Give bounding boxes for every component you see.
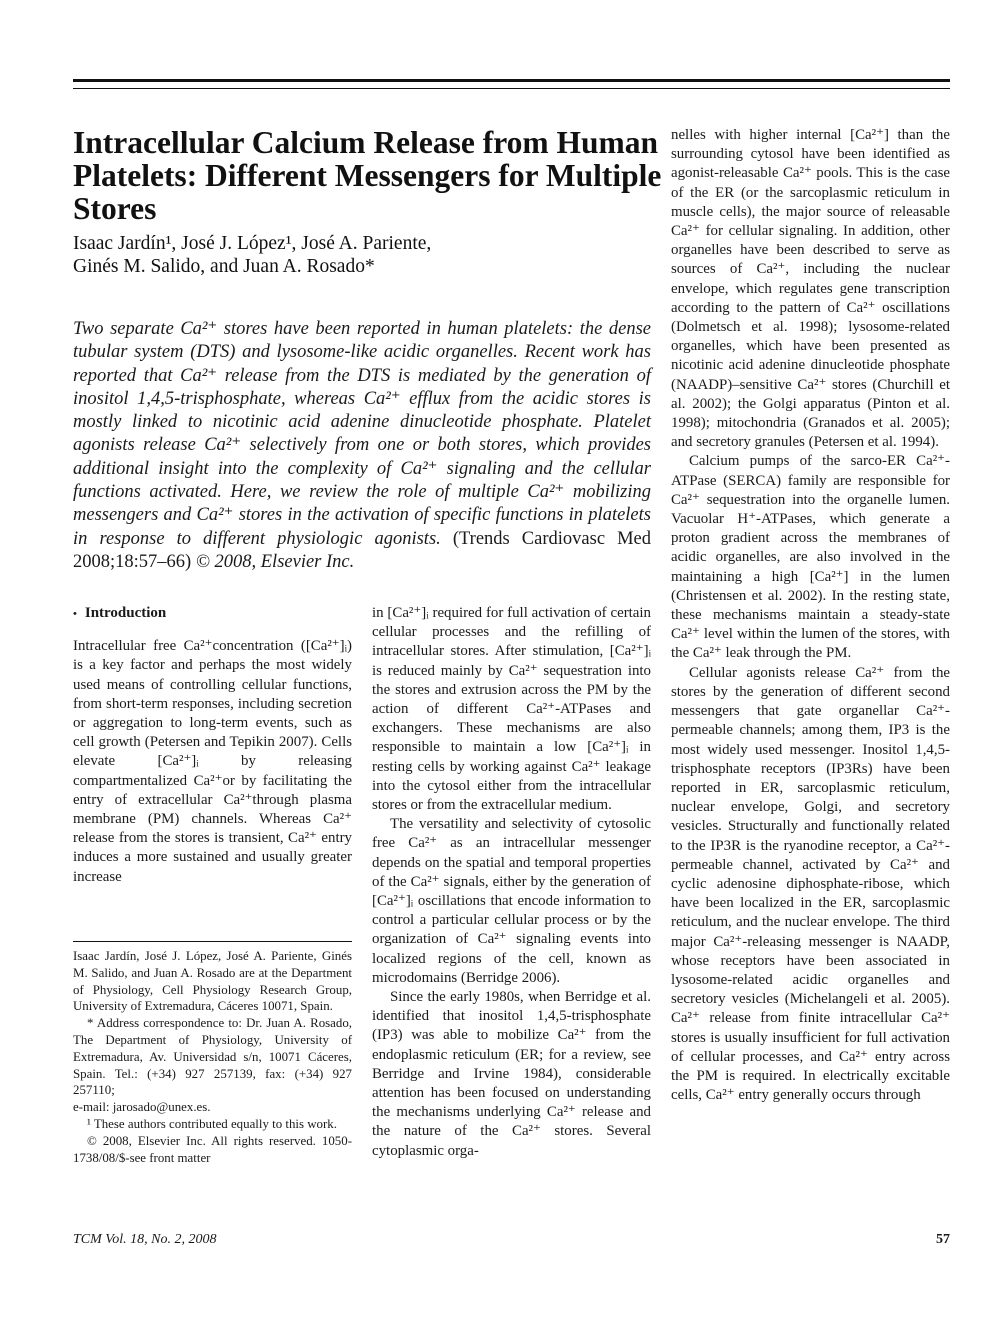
page-number: 57 xyxy=(936,1232,950,1247)
column-1 xyxy=(73,604,352,887)
header-rule-thin xyxy=(73,88,950,89)
equal-contribution-note: ¹ These authors contributed equally to this work. xyxy=(87,1116,337,1131)
author-line-2: Ginés M. Salido, and Juan A. Rosado* xyxy=(73,256,375,277)
journal-citation: (Trends Cardiovasc Med 2008;18:57–66) xyxy=(73,528,652,572)
paragraph: Calcium pumps of the sarco-ER Ca²⁺-ATPase (SERCA) family are responsible for Ca²⁺ sequestration into the organelle lumen. Vacuolar H⁺-ATPases, which generate a proton gradient across the membranes of acidic organelles, are also involved in the maintaining a high [Ca²⁺] in the lumen (Christensen et al. 2002). In the resting state, these mechanisms maintain a steady-state Ca²⁺ level within the lumen of the stores, with the Ca²⁺ leak through the PM. xyxy=(671,453,950,662)
article-title: Intracellular Calcium Release from Human Platelets: Different Messengers for Multiple Stores xyxy=(73,125,662,226)
paragraph: nelles with higher internal [Ca²⁺] than the surrounding cytosol have been identified as agonist-releasable Ca²⁺ pools. This is the case of the ER (or the sarcoplasmic reticulum in muscle cells), the major source of releasable Ca²⁺ for cellular signaling. In addition, other organelles have been described to serve as sources of Ca²⁺, including the nuclear envelope, which regulates gene transcription according to the pattern of Ca²⁺ oscillations (Dolmetsch et al. 1998); lysosome-related organelles, which have been presented as nicotinic acid adenine dinucleotide phosphate (NAADP)–sensitive Ca²⁺ stores (Churchill et al. 2002); the Golgi apparatus (Pinton et al. 1998); mitochondria (Granados et al. 2005); and secretory granules (Petersen et al. 1994). xyxy=(671,127,950,451)
footnotes xyxy=(73,948,352,1166)
author-line-1: Isaac Jardín¹, José J. López¹, José A. Pariente, xyxy=(73,233,432,254)
paragraph: Cellular agonists release Ca²⁺ from the stores by the generation of different second messengers that gate organellar Ca²⁺-permeable channels; among them, IP3 is the most widely used messenger. Inositol 1,4,5-trisphosphate receptors (IP3Rs) have been reported in ER, sarcoplasmic reticulum, nuclear envelope, Golgi, and secretory vesicles. Structurally and functionally related to the IP3R is the ryanodine receptor, a Ca²⁺-permeable channel, activated by Ca²⁺ and cyclic adenosine diphosphate-ribose, which have been localized in the ER, sarcoplasmic reticulum, and the nuclear envelope. The third major Ca²⁺-releasing messenger is NAADP, whose receptors have been associated in lysosome-related acidic organelles and secretory vesicles (Michelangeli et al. 2005). Ca²⁺ release from finite intracellular Ca²⁺ stores is usually insufficient for full activation of cellular processes, and Ca²⁺ entry across the PM is required. In electrically excitable cells, Ca²⁺ entry generally occurs through xyxy=(671,664,950,1104)
paragraph: in [Ca²⁺]ᵢ required for full activation of certain cellular processes and the refilling of intracellular stores. After stimulation, [Ca²⁺]ᵢ is reduced mainly by Ca²⁺ sequestration into the stores and extrusion across the PM by the action of different Ca²⁺-ATPases and exchangers. These mechanisms are also responsible to maintain a low [Ca²⁺]ᵢ in resting cells by working against Ca²⁺ leakage into the cytosol either from the intracellular stores or from the extracellular medium. xyxy=(372,605,651,814)
bullet-icon: • xyxy=(73,608,77,620)
abstract-text: Two separate Ca²⁺ stores have been reported in human platelets: the dense tubular system (DTS) and lysosome-like acidic organelles. Recent work has reported that Ca²⁺ release from the DTS is mediated by the generation of inositol 1,4,5-trisphosphate, whereas Ca²⁺ efflux from the acidic stores is mostly linked to nicotinic acid adenine dinucleotide phosphate. Platelet agonists release Ca²⁺ selectively from one or both stores, which provides additional insight into the complexity of Ca²⁺ signaling and the cellular functions activated. Here, we review the role of multiple Ca²⁺ mobilizing messengers and Ca²⁺ stores in the activation of specific functions in platelets in response to different physiologic agonists. xyxy=(73,319,651,549)
abstract xyxy=(73,318,651,574)
paragraph: The versatility and selectivity of cytosolic free Ca²⁺ as an intracellular messenger depends on the spatial and temporal properties of the Ca²⁺ signals, either by the generation of [Ca²⁺]ᵢ oscillations that encode information to control a particular cellular process or by the organization of Ca²⁺ signaling events into localized regions of the cell, known as microdomains (Berridge 2006). xyxy=(372,816,651,986)
author-list xyxy=(73,232,663,278)
email-note: e-mail: jarosado@unex.es. xyxy=(73,1100,211,1115)
paragraph: Since the early 1980s, when Berridge et al. identified that inositol 1,4,5-trisphosphate (IP3) was able to mobilize Ca²⁺ from the endoplasmic reticulum (ER; for a review, see Berridge and Irvine 1984), considerable attention has been focused on understanding the mechanisms underlying Ca²⁺ release and the nature of the Ca²⁺ stores. Several cytoplasmic orga- xyxy=(372,989,651,1159)
journal-footer: TCM Vol. 18, No. 2, 2008 xyxy=(73,1232,217,1247)
column-3 xyxy=(671,126,950,1105)
column-2 xyxy=(372,604,651,1161)
paragraph: Intracellular free Ca²⁺concentration ([Ca²⁺]ᵢ) is a key factor and perhaps the most widely used means of controlling cellular functions, from short-term responses, including secretion or aggregation to long-term events, such as cell growth (Petersen and Tepikin 2007). Cells elevate [Ca²⁺]ᵢ by releasing compartmentalized Ca²⁺or by facilitating the entry of extracellular Ca²⁺through plasma membrane (PM) channels. Whereas Ca²⁺ release from the stores is transient, Ca²⁺ entry induces a more sustained and usually greater increase xyxy=(73,638,352,885)
affiliation-note: Isaac Jardín, José J. López, José A. Pariente, Ginés M. Salido, and Juan A. Rosado are at the Department of Physiology, Cell Physiology Research Group, University of Extremadura, Cáceres 10071, Spain. xyxy=(73,949,352,1014)
correspondence-note: * Address correspondence to: Dr. Juan A. Rosado, The Department of Physiology, University of Extremadura, Av. Universidad s/n, 10071 Cáceres, Spain. Tel.: (+34) 927 257139, fax: (+34) 927 257110; xyxy=(73,1016,352,1098)
section-heading-text: Introduction xyxy=(84,605,167,621)
abstract-copyright: © 2008, Elsevier Inc. xyxy=(195,551,355,572)
section-heading xyxy=(73,604,352,624)
footnote-rule xyxy=(73,941,352,942)
header-rule-thick xyxy=(73,79,950,82)
copyright-note: © 2008, Elsevier Inc. All rights reserved. 1050-1738/08/$-see front matter xyxy=(73,1133,352,1165)
